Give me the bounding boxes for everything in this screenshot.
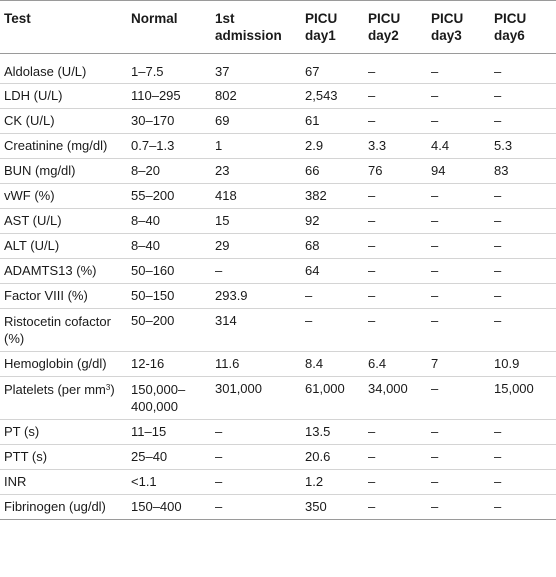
cell-picu-day3: –	[427, 183, 490, 208]
cell-picu-day2: –	[364, 208, 427, 233]
cell-picu-day1: 61	[301, 108, 364, 133]
cell-normal: <1.1	[127, 469, 211, 494]
cell-picu-day6: 5.3	[490, 133, 556, 158]
cell-1st-admission: 37	[211, 53, 301, 83]
cell-picu-day2: –	[364, 494, 427, 519]
cell-picu-day1: 2.9	[301, 133, 364, 158]
cell-picu-day3: 7	[427, 351, 490, 376]
cell-picu-day3: –	[427, 469, 490, 494]
cell-test: AST (U/L)	[0, 208, 127, 233]
cell-picu-day2: –	[364, 283, 427, 308]
cell-test: Aldolase (U/L)	[0, 53, 127, 83]
cell-picu-day6: –	[490, 53, 556, 83]
cell-1st-admission: 802	[211, 83, 301, 108]
table-row	[0, 183, 556, 208]
cell-picu-day3: –	[427, 53, 490, 83]
cell-picu-day1: 13.5	[301, 419, 364, 444]
cell-normal: 150–400	[127, 494, 211, 519]
cell-1st-admission: 1	[211, 133, 301, 158]
cell-picu-day6: 10.9	[490, 351, 556, 376]
cell-picu-day2: –	[364, 83, 427, 108]
table-row	[0, 419, 556, 444]
cell-test: ADAMTS13 (%)	[0, 258, 127, 283]
header-picu-day1: PICU day1	[301, 1, 364, 54]
cell-picu-day1: 20.6	[301, 444, 364, 469]
cell-picu-day1: 64	[301, 258, 364, 283]
cell-test: Fibrinogen (ug/dl)	[0, 494, 127, 519]
platelets-unit-exponent: 3	[105, 382, 111, 392]
cell-picu-day6: –	[490, 83, 556, 108]
table-row	[0, 444, 556, 469]
cell-picu-day2: –	[364, 444, 427, 469]
table-row	[0, 469, 556, 494]
cell-1st-admission: 15	[211, 208, 301, 233]
cell-picu-day3: 94	[427, 158, 490, 183]
cell-picu-day3: –	[427, 494, 490, 519]
header-picu-day3: PICU day3	[427, 1, 490, 54]
cell-test: Ristocetin cofactor (%)	[0, 308, 127, 351]
cell-picu-day3: –	[427, 108, 490, 133]
cell-picu-day1: –	[301, 283, 364, 308]
cell-normal: 50–200	[127, 308, 211, 351]
table-row	[0, 376, 556, 419]
cell-1st-admission: 301,000	[211, 376, 301, 419]
cell-test: PT (s)	[0, 419, 127, 444]
cell-picu-day1: 67	[301, 53, 364, 83]
cell-picu-day3: –	[427, 444, 490, 469]
table-row	[0, 108, 556, 133]
cell-picu-day1: 1.2	[301, 469, 364, 494]
cell-picu-day1: 382	[301, 183, 364, 208]
cell-1st-admission: –	[211, 494, 301, 519]
table-row	[0, 83, 556, 108]
cell-picu-day3: –	[427, 376, 490, 419]
table-row	[0, 158, 556, 183]
cell-picu-day6: –	[490, 208, 556, 233]
cell-1st-admission: 11.6	[211, 351, 301, 376]
cell-picu-day1: 350	[301, 494, 364, 519]
cell-test: Hemoglobin (g/dl)	[0, 351, 127, 376]
cell-picu-day6: –	[490, 444, 556, 469]
header-normal: Normal	[127, 1, 211, 54]
table-row	[0, 351, 556, 376]
cell-normal: 8–20	[127, 158, 211, 183]
cell-picu-day6: –	[490, 494, 556, 519]
cell-picu-day3: –	[427, 233, 490, 258]
cell-picu-day6: 15,000	[490, 376, 556, 419]
cell-1st-admission: 29	[211, 233, 301, 258]
cell-1st-admission: 293.9	[211, 283, 301, 308]
cell-normal: 25–40	[127, 444, 211, 469]
cell-normal: 8–40	[127, 233, 211, 258]
header-test: Test	[0, 1, 127, 54]
cell-picu-day1: 61,000	[301, 376, 364, 419]
cell-normal: 12-16	[127, 351, 211, 376]
cell-picu-day3: –	[427, 283, 490, 308]
cell-picu-day2: 6.4	[364, 351, 427, 376]
cell-picu-day1: 66	[301, 158, 364, 183]
header-row	[0, 1, 556, 54]
cell-picu-day1: 68	[301, 233, 364, 258]
cell-normal: 8–40	[127, 208, 211, 233]
cell-picu-day2: –	[364, 258, 427, 283]
table-body	[0, 53, 556, 519]
cell-1st-admission: 69	[211, 108, 301, 133]
cell-test: Factor VIII (%)	[0, 283, 127, 308]
cell-test: LDH (U/L)	[0, 83, 127, 108]
cell-1st-admission: –	[211, 258, 301, 283]
table-header	[0, 1, 556, 54]
cell-picu-day6: –	[490, 108, 556, 133]
cell-picu-day6: –	[490, 258, 556, 283]
cell-normal: 0.7–1.3	[127, 133, 211, 158]
table-row	[0, 283, 556, 308]
table-row	[0, 233, 556, 258]
cell-picu-day1: –	[301, 308, 364, 351]
cell-picu-day2: –	[364, 108, 427, 133]
cell-test	[0, 376, 127, 419]
table-row	[0, 258, 556, 283]
cell-picu-day6: –	[490, 308, 556, 351]
cell-test: PTT (s)	[0, 444, 127, 469]
cell-picu-day3: –	[427, 308, 490, 351]
cell-picu-day1: 2,543	[301, 83, 364, 108]
cell-picu-day2: –	[364, 233, 427, 258]
cell-picu-day2: –	[364, 469, 427, 494]
cell-test: vWF (%)	[0, 183, 127, 208]
cell-picu-day2: –	[364, 53, 427, 83]
cell-1st-admission: 314	[211, 308, 301, 351]
cell-picu-day6: 83	[490, 158, 556, 183]
cell-picu-day3: –	[427, 419, 490, 444]
header-picu-day6: PICU day6	[490, 1, 556, 54]
platelets-unit-close: )	[110, 381, 115, 397]
cell-normal: 55–200	[127, 183, 211, 208]
cell-test: Creatinine (mg/dl)	[0, 133, 127, 158]
cell-picu-day3: –	[427, 83, 490, 108]
table-row	[0, 494, 556, 519]
cell-picu-day2: 3.3	[364, 133, 427, 158]
table-row	[0, 53, 556, 83]
cell-normal: 30–170	[127, 108, 211, 133]
cell-picu-day2: –	[364, 183, 427, 208]
cell-picu-day2: –	[364, 419, 427, 444]
cell-normal: 1–7.5	[127, 53, 211, 83]
cell-picu-day6: –	[490, 183, 556, 208]
cell-picu-day6: –	[490, 283, 556, 308]
cell-normal: 50–150	[127, 283, 211, 308]
header-1st-admission: 1st admission	[211, 1, 301, 54]
cell-normal: 11–15	[127, 419, 211, 444]
table-row	[0, 133, 556, 158]
cell-1st-admission: –	[211, 444, 301, 469]
cell-normal: 50–160	[127, 258, 211, 283]
cell-picu-day2: –	[364, 308, 427, 351]
cell-picu-day2: 34,000	[364, 376, 427, 419]
cell-picu-day6: –	[490, 233, 556, 258]
cell-picu-day3: –	[427, 208, 490, 233]
cell-picu-day1: 92	[301, 208, 364, 233]
cell-picu-day3: 4.4	[427, 133, 490, 158]
header-picu-day2: PICU day2	[364, 1, 427, 54]
cell-1st-admission: –	[211, 419, 301, 444]
cell-test: BUN (mg/dl)	[0, 158, 127, 183]
table-row	[0, 208, 556, 233]
cell-normal: 110–295	[127, 83, 211, 108]
cell-picu-day1: 8.4	[301, 351, 364, 376]
platelets-label: Platelets (per mm	[4, 381, 106, 397]
cell-1st-admission: 418	[211, 183, 301, 208]
cell-normal: 150,000–400,000	[127, 376, 211, 419]
cell-1st-admission: 23	[211, 158, 301, 183]
cell-picu-day6: –	[490, 419, 556, 444]
cell-picu-day6: –	[490, 469, 556, 494]
cell-1st-admission: –	[211, 469, 301, 494]
cell-picu-day3: –	[427, 258, 490, 283]
cell-test: CK (U/L)	[0, 108, 127, 133]
table-row	[0, 308, 556, 351]
cell-picu-day2: 76	[364, 158, 427, 183]
cell-test: ALT (U/L)	[0, 233, 127, 258]
cell-test: INR	[0, 469, 127, 494]
